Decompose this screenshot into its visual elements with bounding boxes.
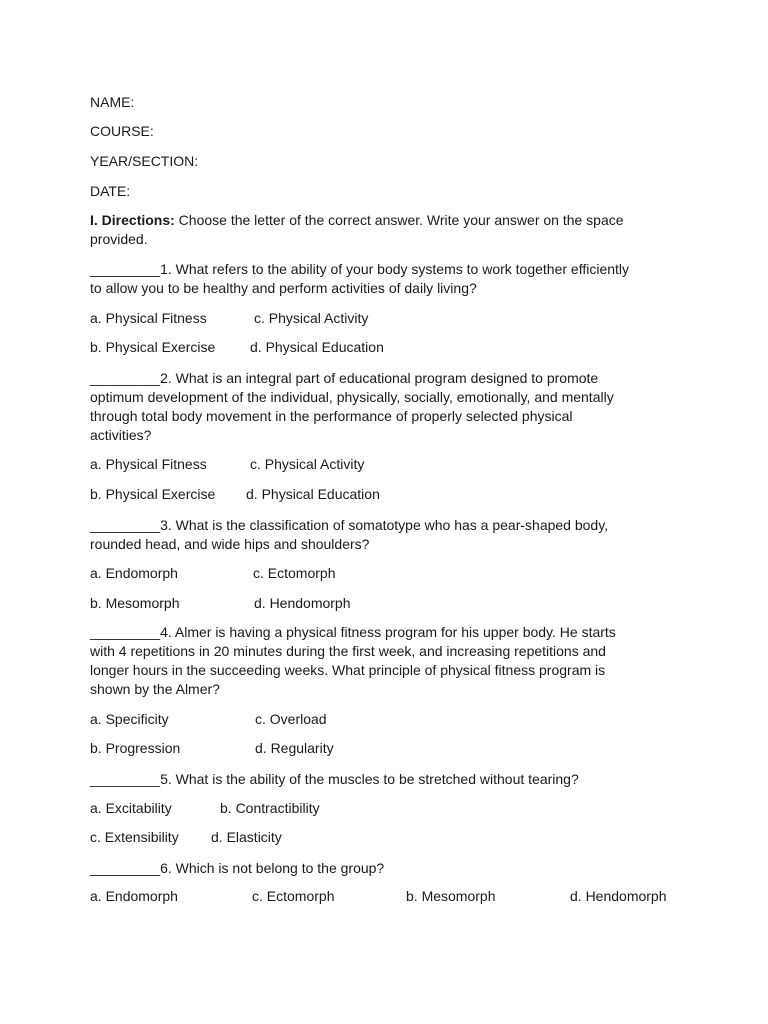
directions — [90, 211, 680, 249]
question-1 — [90, 260, 680, 298]
directions-label: I. Directions: — [90, 212, 175, 228]
q5-option-b: b. Contractibility — [220, 800, 320, 816]
question-5 — [90, 770, 680, 789]
q1-option-a: a. Physical Fitness — [90, 310, 207, 326]
course-field-label: COURSE: — [90, 123, 154, 139]
question-2-line: _________2. What is an integral part of educational program designed to promote — [90, 370, 599, 386]
q5-option-a: a. Excitability — [90, 800, 172, 816]
q3-option-a: a. Endomorph — [90, 565, 178, 581]
question-3 — [90, 516, 680, 554]
q6-option-d: d. Hendomorph — [570, 888, 667, 904]
q3-option-d: d. Hendomorph — [254, 595, 351, 611]
q6-option-c: c. Ectomorph — [252, 888, 335, 904]
question-3-line: rounded head, and wide hips and shoulders? — [90, 536, 370, 552]
question-2-line: activities? — [90, 427, 152, 443]
q2-option-b: b. Physical Exercise — [90, 486, 216, 502]
directions-text-continued: provided. — [90, 231, 148, 247]
year-section-field-label: YEAR/SECTION: — [90, 153, 199, 169]
question-1-line: _________1. What refers to the ability of your body systems to work together efficiently — [90, 261, 630, 277]
q2-option-a: a. Physical Fitness — [90, 456, 207, 472]
q1-option-c: c. Physical Activity — [254, 310, 369, 326]
name-field-label: NAME: — [90, 94, 135, 110]
q4-option-d: d. Regularity — [255, 740, 334, 756]
question-2-line: optimum development of the individual, physically, socially, emotionally, and mentally — [90, 389, 614, 405]
question-4-line: _________4. Almer is having a physical fitness program for his upper body. He starts — [90, 624, 616, 640]
question-2 — [90, 369, 680, 445]
q2-option-c: c. Physical Activity — [250, 456, 365, 472]
q6-option-b: b. Mesomorph — [406, 888, 496, 904]
date-field-label: DATE: — [90, 183, 131, 199]
q2-option-d: d. Physical Education — [246, 486, 380, 502]
directions-text: Choose the letter of the correct answer. Write your answer on the space — [174, 212, 624, 228]
q3-option-b: b. Mesomorph — [90, 595, 180, 611]
question-2-line: through total body movement in the performance of properly selected physical — [90, 408, 573, 424]
question-4-line: shown by the Almer? — [90, 681, 220, 697]
question-4-line: longer hours in the succeeding weeks. What principle of physical fitness program is — [90, 662, 606, 678]
q4-option-b: b. Progression — [90, 740, 181, 756]
question-3-line: _________3. What is the classification of somatotype who has a pear-shaped body, — [90, 517, 609, 533]
q5-option-c: c. Extensibility — [90, 829, 179, 845]
question-5-line: _________5. What is the ability of the muscles to be stretched without tearing? — [90, 771, 579, 787]
q4-option-c: c. Overload — [255, 711, 327, 727]
q6-option-a: a. Endomorph — [90, 888, 178, 904]
question-6 — [90, 859, 680, 878]
question-6-line: _________6. Which is not belong to the group? — [90, 860, 385, 876]
q4-option-a: a. Specificity — [90, 711, 169, 727]
q5-option-d: d. Elasticity — [211, 829, 282, 845]
q1-option-b: b. Physical Exercise — [90, 339, 216, 355]
q3-option-c: c. Ectomorph — [253, 565, 336, 581]
question-4-line: with 4 repetitions in 20 minutes during the first week, and increasing repetitions and — [90, 643, 606, 659]
question-4 — [90, 623, 680, 699]
q1-option-d: d. Physical Education — [250, 339, 384, 355]
question-1-line: to allow you to be healthy and perform activities of daily living? — [90, 280, 477, 296]
